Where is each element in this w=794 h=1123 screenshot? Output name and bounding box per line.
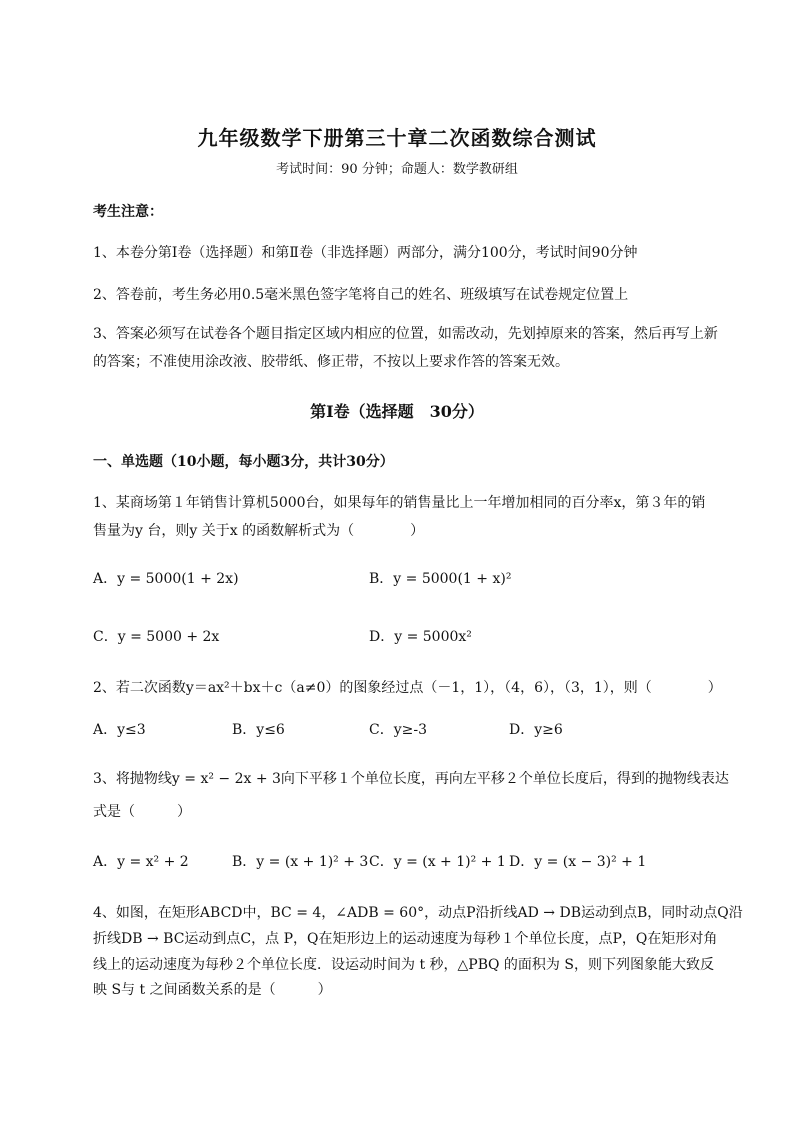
note-item-1: 1、本卷分第Ⅰ卷（选择题）和第Ⅱ卷（非选择题）两部分，满分100分，考试时间90分钟 (93, 245, 638, 261)
notes-heading: 考生注意： (93, 204, 163, 220)
question-1-option-a[interactable]: A．y = 5000(1 + 2x) (93, 571, 239, 587)
question-2-option-d[interactable]: D．y≥6 (509, 722, 563, 738)
question-4-line-3: 线上的运动速度为每秒２个单位长度．设运动时间为 t 秒，△PBQ 的面积为 S，则下列图象能大致反 (93, 957, 714, 973)
question-2-option-b[interactable]: B．y≤6 (232, 722, 285, 738)
exam-title: 九年级数学下册第三十章二次函数综合测试 (197, 126, 597, 150)
question-2-line-1: 2、若二次函数y＝ax²＋bx＋c（a≠0）的图象经过点（－1，1），（4，6），（3，1），则（ ） (93, 680, 722, 696)
question-3-line-1: 3、将抛物线y = x² − 2x + 3向下平移１个单位长度，再向左平移２个单位长度后，得到的抛物线表达 (93, 771, 729, 787)
question-3-option-d[interactable]: D．y = (x − 3)² + 1 (509, 854, 647, 870)
question-2-option-c[interactable]: C．y≥-3 (369, 722, 427, 738)
question-3-option-b[interactable]: B．y = (x + 1)² + 3 (232, 854, 369, 870)
question-1-option-c[interactable]: C．y = 5000 + 2x (93, 629, 220, 645)
question-4-line-4: 映 S与 t 之间函数关系的是（ ） (93, 982, 332, 998)
note-item-2: 2、答卷前，考生务必用0.5毫米黑色签字笔将自己的姓名、班级填写在试卷规定位置上 (93, 287, 629, 303)
section-title: 第Ⅰ卷（选择题 30分） (310, 402, 484, 421)
question-4-line-1: 4、如图，在矩形ABCD中，BC = 4，∠ADB = 60°，动点P沿折线AD → DB运动到点B，同时动点Q沿 (93, 905, 743, 921)
question-1-option-d[interactable]: D．y = 5000x² (369, 629, 472, 645)
question-3-option-c[interactable]: C．y = (x + 1)² + 1 (369, 854, 506, 870)
question-1-option-b[interactable]: B．y = 5000(1 + x)² (369, 571, 512, 587)
question-2-option-a[interactable]: A．y≤3 (93, 722, 146, 738)
part-heading: 一、单选题（10小题，每小题3分，共计30分） (93, 454, 394, 470)
note-item-3: 3、答案必须写在试卷各个题目指定区域内相应的位置，如需改动，先划掉原来的答案，然后再写上新的答案；不准使用涂改液、胶带纸、修正带，不按以上要求作答的答案无效。 (93, 326, 718, 370)
question-1-line-2: 售量为y 台，则y 关于x 的函数解析式为（ ） (93, 523, 425, 539)
question-3-option-a[interactable]: A．y = x² + 2 (93, 854, 189, 870)
exam-subtitle: 考试时间：90 分钟；命题人：数学教研组 (276, 162, 518, 177)
question-4-line-2: 折线DB → BC运动到点C，点 P，Q在矩形边上的运动速度为每秒１个单位长度，点P，Q在矩形对角 (93, 931, 718, 947)
question-3-line-2: 式是（ ） (93, 804, 191, 820)
question-1-line-1: 1、某商场第１年销售计算机5000台，如果每年的销售量比上一年增加相同的百分率x，第３年的销 (93, 495, 706, 511)
